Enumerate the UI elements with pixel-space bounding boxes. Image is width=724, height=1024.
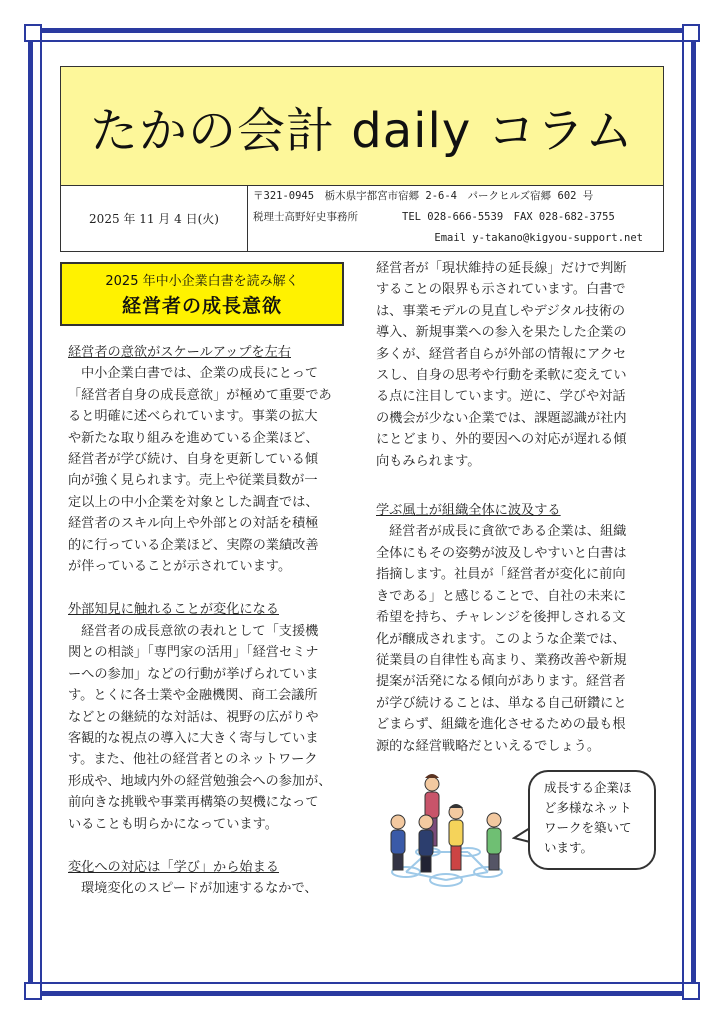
text-line: 「経営者自身の成長意欲」が極めて重要であ bbox=[68, 387, 332, 403]
text-line: 希望を持ち、チャレンジを後押しされる文 bbox=[376, 610, 626, 626]
text-line: 関との相談」「専門家の活用」「経営セミナ bbox=[68, 645, 319, 661]
text-line: 経営者のスキル向上や外部との対話を積極 bbox=[68, 516, 319, 532]
person-figure bbox=[449, 804, 463, 870]
right-column bbox=[376, 258, 660, 757]
text-line: いることも明らかになっています。 bbox=[68, 816, 278, 832]
bubble-line: います。 bbox=[544, 840, 594, 855]
section-heading: 外部知見に触れることが変化になる bbox=[68, 602, 279, 618]
frame-corner bbox=[682, 982, 700, 1000]
left-column bbox=[68, 342, 350, 900]
text-line: 導入、新規事業への参入を果たした企業の bbox=[376, 325, 627, 341]
office-name: 税理士高野好史事務所 bbox=[253, 211, 358, 223]
text-line: スし、自身の思考や行動を柔軟に変えてい bbox=[376, 368, 627, 384]
text-line: 全体にもその姿勢が波及しやすいと白書は bbox=[376, 545, 627, 561]
frame-corner bbox=[24, 24, 42, 42]
person-figure bbox=[419, 815, 433, 872]
text-line: 多くが、経営者自らが外部の情報にアクセ bbox=[376, 346, 627, 362]
text-line: 源的な経営戦略だといえるでしょう。 bbox=[376, 738, 601, 754]
section-body bbox=[376, 258, 660, 472]
email[interactable]: Email y-takano@kigyou-support.net bbox=[434, 232, 643, 244]
feature-title: 経営者の成長意欲 bbox=[121, 295, 282, 317]
section-body bbox=[68, 878, 350, 899]
text-line: の機会が少ない企業では、課題認識が社内 bbox=[376, 410, 627, 426]
text-line: 経営者が学び続け、自身を更新している傾 bbox=[68, 452, 319, 468]
section-heading: 学ぶ風土が組織全体に波及する bbox=[376, 503, 561, 519]
text-line: きである」と感じることで、自社の未来に bbox=[376, 588, 627, 604]
text-line: 環境変化のスピードが加速するなかで、 bbox=[81, 881, 318, 897]
text-line: が伴っていることが示されています。 bbox=[68, 559, 292, 575]
text-line: す。また、他社の経営者とのネットワーク bbox=[68, 752, 318, 768]
phone-fax: TEL 028-666-5539 FAX 028-682-3755 bbox=[402, 211, 615, 223]
text-line: 経営者の成長意欲の表れとして「支援機 bbox=[81, 623, 319, 639]
networking-people-illustration bbox=[376, 772, 518, 890]
text-line: 的に行っている企業ほど、実際の業績改善 bbox=[68, 537, 319, 553]
section-heading: 経営者の意欲がスケールアップを左右 bbox=[68, 345, 291, 360]
text-line: 前向きな挑戦や事業再構築の契機になって bbox=[68, 795, 319, 811]
person-figure bbox=[391, 815, 405, 870]
text-line: は、事業モデルの見直しやデジタル技術の bbox=[376, 303, 626, 319]
header-box bbox=[60, 66, 664, 252]
text-line: す。とくに各士業や金融機関、商工会議所 bbox=[68, 688, 318, 704]
office-phone-line bbox=[253, 207, 657, 228]
text-line: が学び続けることは、単なる自己研鑽にと bbox=[376, 695, 627, 711]
feature-subtitle: 2025 年中小企業白書を読み解く bbox=[105, 274, 299, 289]
section-body bbox=[376, 521, 660, 756]
bubble-line: ど多様なネット bbox=[544, 800, 632, 815]
speech-bubble bbox=[528, 770, 656, 870]
text-line: 経営者が「現状維持の延長線」だけで判断 bbox=[376, 261, 627, 276]
text-line: る点に注目しています。逆に、学びや対話 bbox=[376, 389, 626, 405]
text-line: 定以上の中小企業を対象とした調査では、 bbox=[68, 494, 319, 510]
address: 〒321-0945 栃木県宇都宮市宿郷 2-6-4 パークヒルズ宿郷 602 号 bbox=[253, 190, 594, 202]
bubble-line: 成長する企業ほ bbox=[544, 780, 632, 795]
text-line: 客観的な視点の導入に大きく寄与していま bbox=[68, 730, 319, 746]
person-figure bbox=[487, 813, 501, 870]
text-line: 形成や、地域内外の経営勉強会への参加が、 bbox=[68, 773, 332, 789]
text-line: にとどまり、外的要因への対応が遅れる傾 bbox=[376, 432, 627, 448]
page-title: たかの会計 daily コラム bbox=[90, 102, 634, 159]
frame-corner bbox=[682, 24, 700, 42]
section-body bbox=[68, 621, 350, 835]
text-line: 提案が活発になる傾向があります。経営者 bbox=[376, 674, 626, 690]
text-line: 向が強く見られます。売上や従業員数が一 bbox=[68, 473, 318, 489]
text-line: 中小企業白書では、企業の成長にとって bbox=[81, 366, 319, 382]
text-line: 経営者が成長に貪欲である企業は、組織 bbox=[389, 524, 627, 540]
text-line: 指摘します。社員が「経営者が変化に前向 bbox=[376, 567, 626, 583]
text-line: や新たな取り組みを進めている企業ほど、 bbox=[68, 430, 319, 446]
text-line: どまらず、組織を進化させるための最も根 bbox=[376, 717, 626, 733]
contact-info bbox=[253, 186, 657, 251]
issue-date: 2025 年 11 月 4 日(火) bbox=[61, 186, 248, 251]
text-line: 向もみられます。 bbox=[376, 453, 481, 469]
text-line: ーへの参加」などの行動が挙げられていま bbox=[68, 666, 319, 682]
section-body bbox=[68, 363, 350, 577]
text-line: 化が醸成されます。このような企業では、 bbox=[376, 631, 626, 647]
text-line: することの限界も示されています。白書で bbox=[376, 282, 626, 298]
text-line: などとの継続的な対話は、視野の広がりや bbox=[68, 709, 319, 725]
bubble-line: ワークを築いて bbox=[544, 820, 632, 835]
text-line: 従業員の自律性も高まり、業務改善や新規 bbox=[376, 652, 627, 668]
frame-corner bbox=[24, 982, 42, 1000]
title-area bbox=[61, 67, 663, 186]
feature-title-box bbox=[60, 262, 344, 326]
text-line: ると明確に述べられています。事業の拡大 bbox=[68, 409, 318, 425]
section-heading: 変化への対応は「学び」から始まる bbox=[68, 859, 279, 875]
